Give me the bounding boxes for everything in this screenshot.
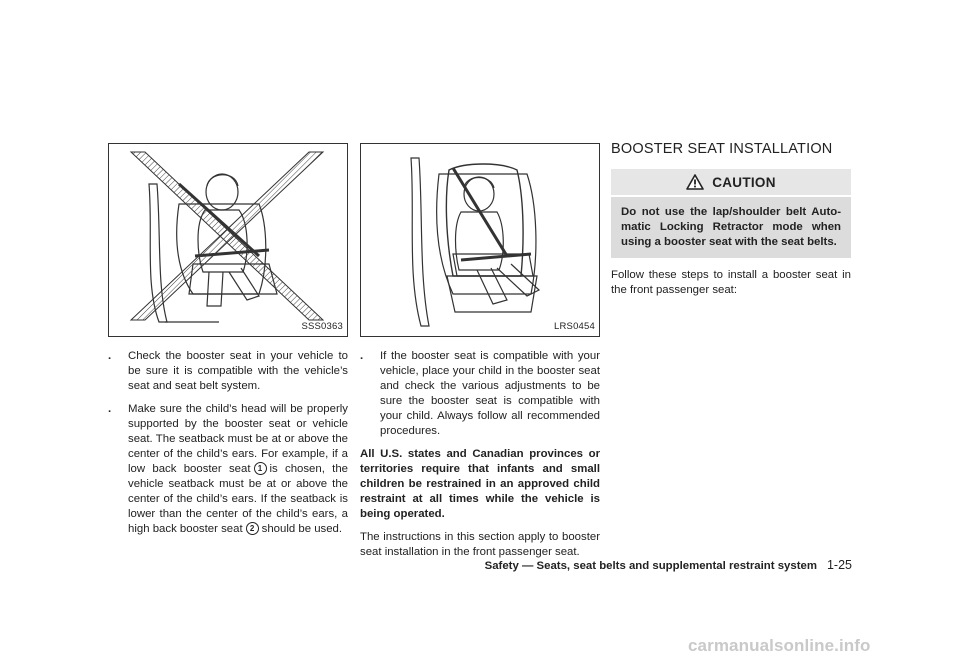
- bullet-item: [360, 349, 600, 439]
- bullet-text: If the booster seat is compatible with your vehicle, place your child in the booster seat and check the various adjustments to be sure the booster seat is compatible with your child. Always follow all recommended procedures.: [380, 350, 600, 437]
- bullet-text-part: should be used.: [261, 523, 343, 535]
- legal-requirement-paragraph: All U.S. states and Canadian provinces or territories require that infants and small children be restrained in an approved child restraint at all times while the vehicle is being operated.: [360, 448, 600, 520]
- bullet-text-part: is chosen, the vehicle seatback must be at or above the center of the child’s ears. If the seatback is lower than the center of the child’s ears, a high back booster seat: [128, 463, 348, 535]
- caution-header: [611, 169, 851, 197]
- left-bullet-list: [108, 349, 348, 537]
- figure-code: SSS0363: [301, 321, 343, 332]
- child-in-high-back-booster-drawing: [361, 144, 599, 336]
- illustration-correct-booster-seat: [360, 143, 600, 337]
- bullet-text: Check the booster seat in your vehicle to be sure it is compatible with the vehicle’s seat and seat belt system.: [128, 350, 348, 392]
- caution-title: CAUTION: [712, 174, 776, 190]
- warning-triangle-icon: [686, 174, 704, 190]
- middle-bullet-list: [360, 349, 600, 439]
- bullet-text-part: Make sure the child’s head will be properly supported by the booster seat or vehicle seat. The seatback must be at or above the center of the child’s ears. For example, if a low back booster seat: [128, 403, 348, 475]
- caution-text: Do not use the lap/shoulder belt Auto-matic Locking Retractor mode when using a booster seat with the seat belts.: [621, 206, 841, 248]
- callout-marker-2: 2: [246, 522, 259, 535]
- bullet-item: [108, 402, 348, 537]
- bullet-glyph: .: [360, 350, 364, 362]
- instructions-paragraph: The instructions in this section apply to booster seat installation in the front passenger seat.: [360, 531, 600, 558]
- middle-column: [360, 143, 600, 560]
- bullet-item: [108, 349, 348, 394]
- right-column: [611, 142, 851, 298]
- page-footer: [470, 558, 852, 572]
- callout-marker-1: 1: [254, 462, 267, 475]
- illustration-incorrect-booster-seat: [108, 143, 348, 337]
- section-title: BOOSTER SEAT INSTALLATION: [611, 141, 833, 157]
- footer-section-title: Safety — Seats, seat belts and supplemental restraint system: [484, 560, 817, 572]
- left-column: [108, 143, 348, 545]
- install-steps-intro: Follow these steps to install a booster seat in the front passenger seat:: [611, 269, 851, 296]
- bullet-glyph: .: [108, 403, 112, 415]
- page-number: 1-25: [826, 558, 852, 572]
- child-in-low-booster-drawing: [109, 144, 347, 336]
- figure-code: LRS0454: [553, 321, 595, 332]
- watermark: carmanualsonline.info: [688, 636, 871, 655]
- caution-box: [611, 169, 851, 258]
- bullet-glyph: .: [108, 350, 112, 362]
